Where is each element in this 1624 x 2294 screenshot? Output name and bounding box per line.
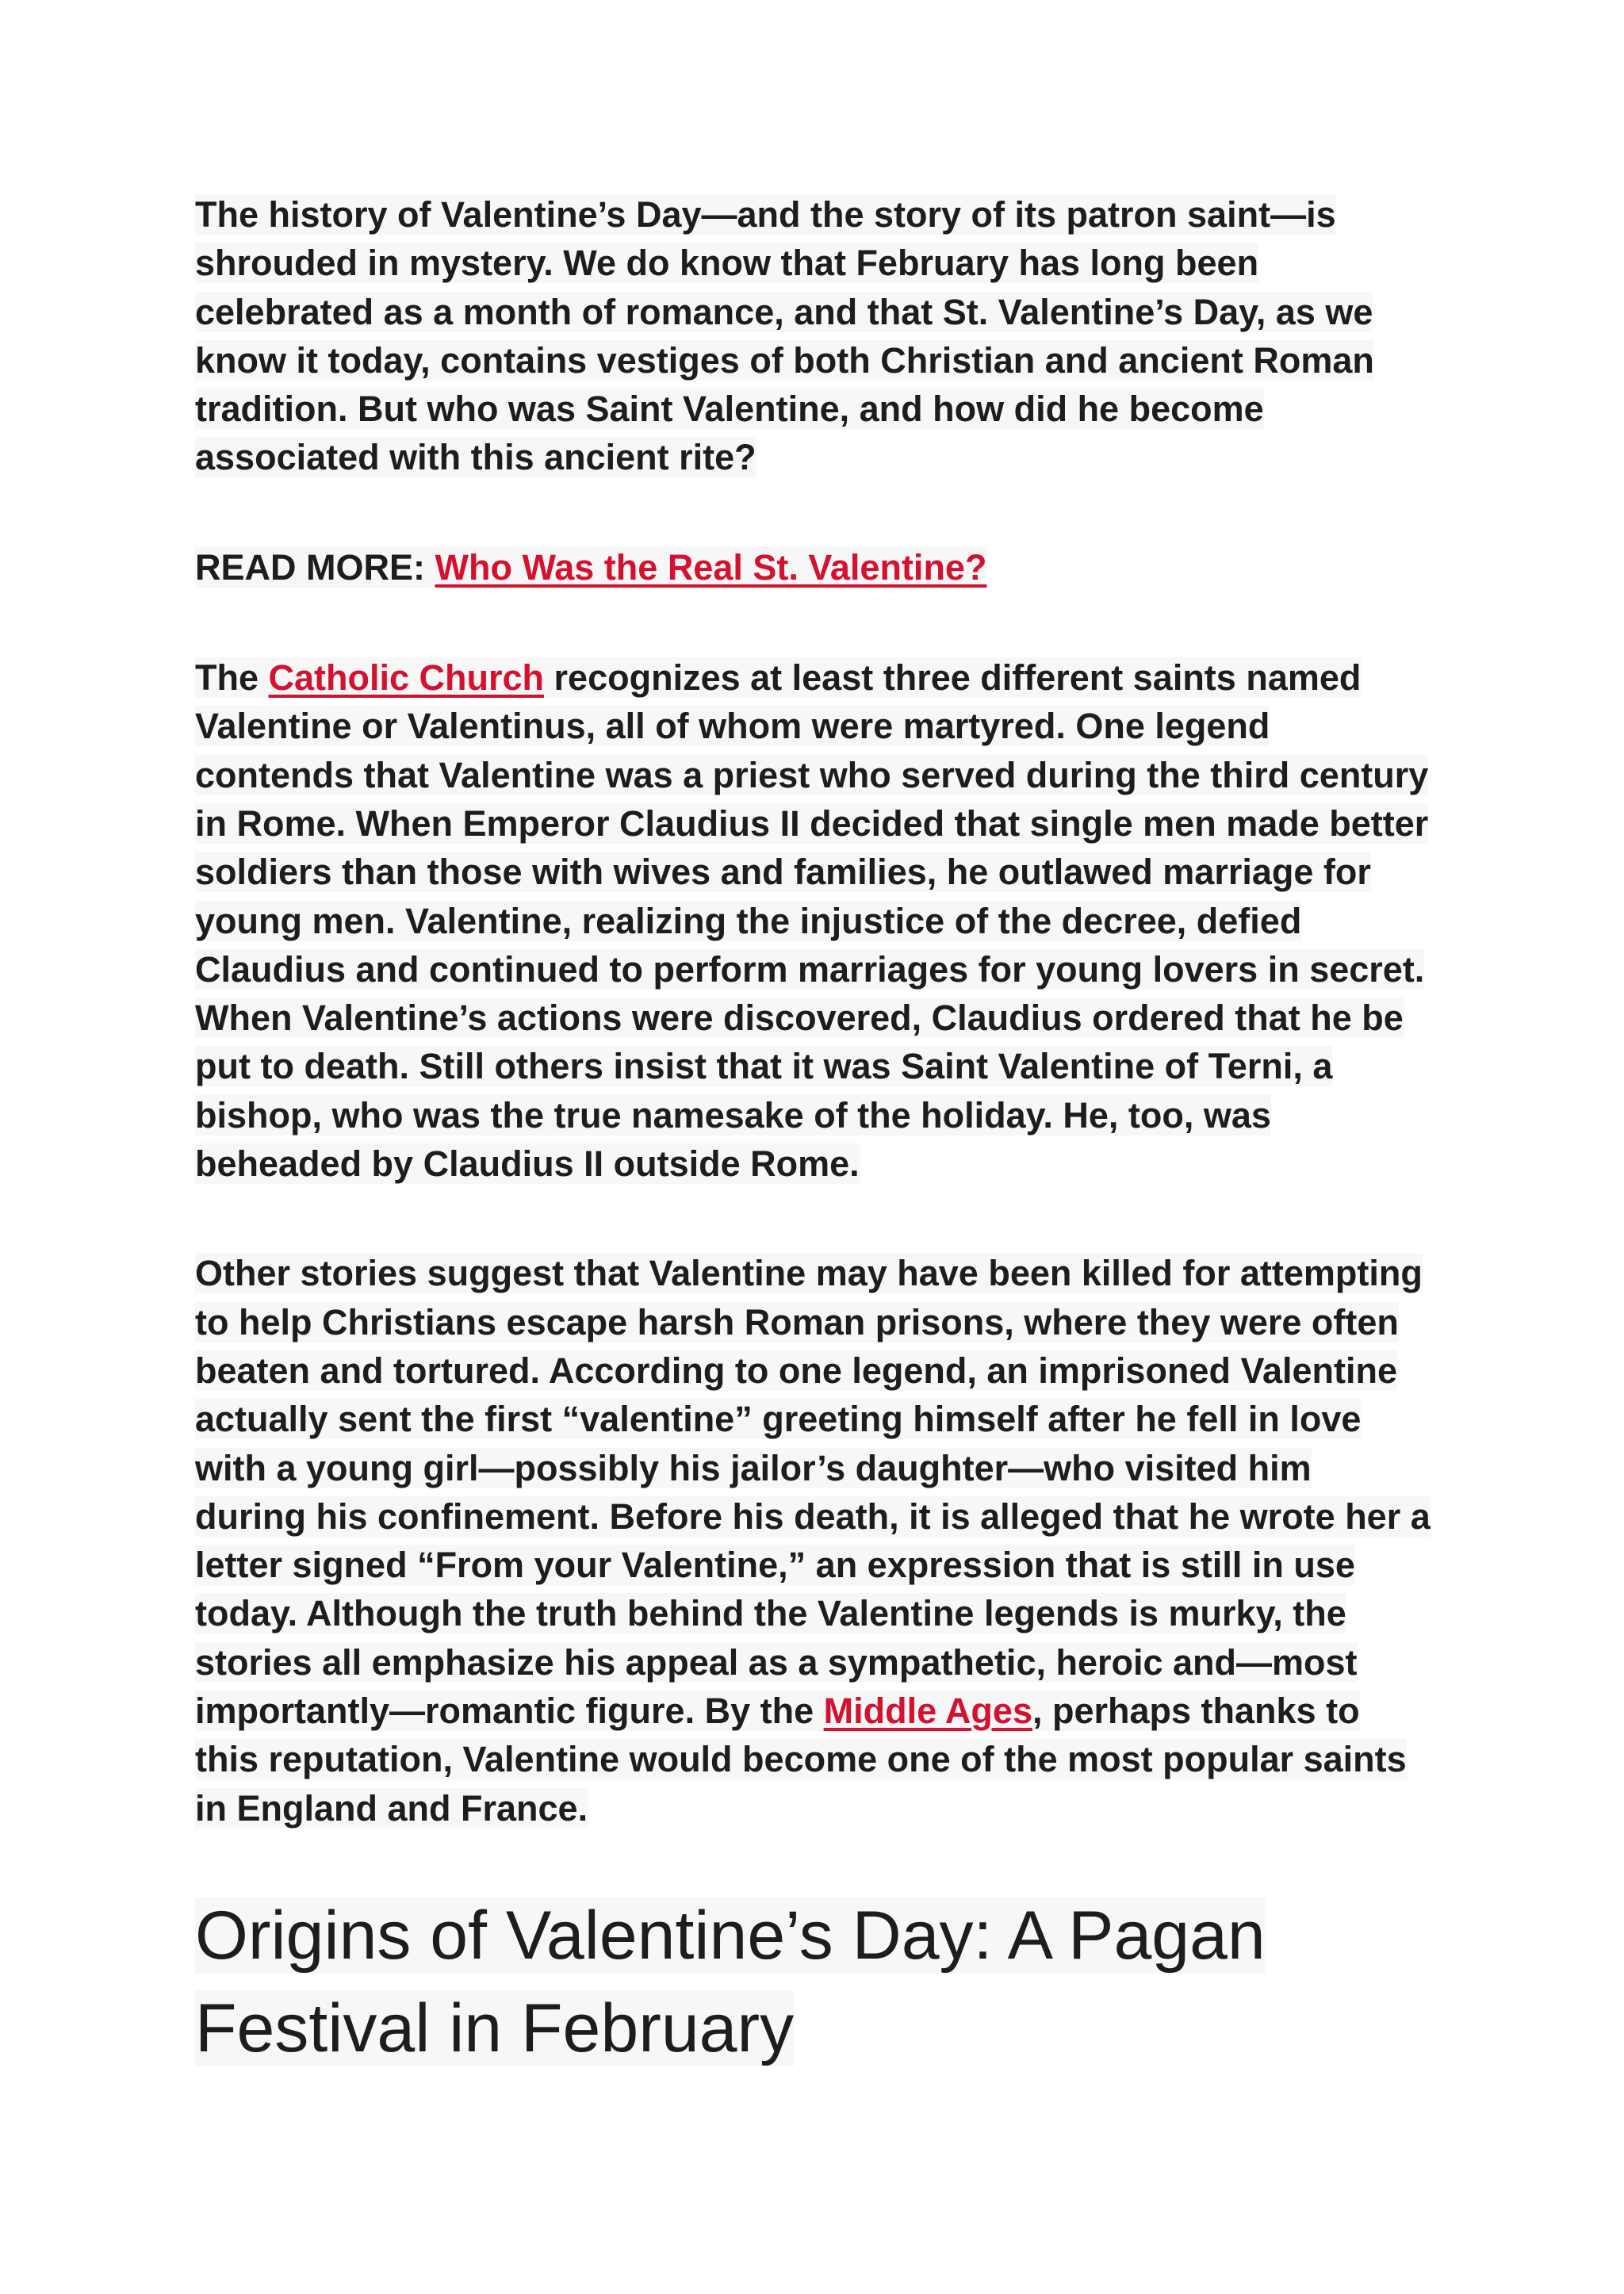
legends-paragraph	[195, 1249, 1432, 1833]
read-more-link[interactable]: Who Was the Real St. Valentine?	[435, 546, 987, 588]
read-more-label: READ MORE:	[195, 546, 435, 588]
legends-paragraph-text: Other stories suggest that Valentine may have been killed for attempting to help Christians escape harsh Roman prisons, where they were often beaten and tortured. According to one legend, an imprisoned Valentine actually sent the first “valentine” greeting himself after he fell in love with a young girl—possibly his jailor’s daughter—who visited him during his confinement. Before his death, it is alleged that he wrote her a letter signed “From your Valentine,” an expression that is still in use today. Although the truth behind the Valentine legends is murky, the stories all emphasize his appeal as a sympathetic, heroic and—most importantly—romantic figure. By the	[195, 1253, 1431, 1732]
saints-paragraph-lead: The	[195, 657, 269, 699]
section-heading-text: Origins of Valentine’s Day: A Pagan Festival in February	[195, 1897, 1266, 2066]
article-body	[195, 190, 1432, 2075]
legends-paragraph-tail: , perhaps thanks to this reputation, Valentine would become one of the most popular saints in England and France.	[195, 1691, 1407, 1829]
section-heading	[195, 1890, 1432, 2075]
saints-paragraph-text: recognizes at least three different saints named Valentine or Valentinus, all of whom were martyred. One legend contends that Valentine was a priest who served during the third century in Rome. When Emperor Claudius II decided that single men made better soldiers than those with wives and families, he outlawed marriage for young men. Valentine, realizing the injustice of the decree, defied Claudius and continued to perform marriages for young lovers in secret. When Valentine’s actions were discovered, Claudius ordered that he be put to death. Still others insist that it was Saint Valentine of Terni, a bishop, who was the true namesake of the holiday. He, too, was beheaded by Claudius II outside Rome.	[195, 657, 1429, 1185]
saints-paragraph	[195, 653, 1432, 1188]
intro-paragraph-text: The history of Valentine’s Day—and the story of its patron saint—is shrouded in mystery. We do know that February has long been celebrated as a month of romance, and that St. Valentine’s Day, as we know it today, contains vestiges of both Christian and ancient Roman tradition. But who was Saint Valentine, and how did he become associated with this ancient rite?	[195, 194, 1374, 478]
intro-paragraph	[195, 190, 1432, 482]
catholic-church-link[interactable]: Catholic Church	[268, 657, 545, 699]
read-more-line	[195, 543, 1432, 592]
middle-ages-link[interactable]: Middle Ages	[823, 1691, 1032, 1732]
